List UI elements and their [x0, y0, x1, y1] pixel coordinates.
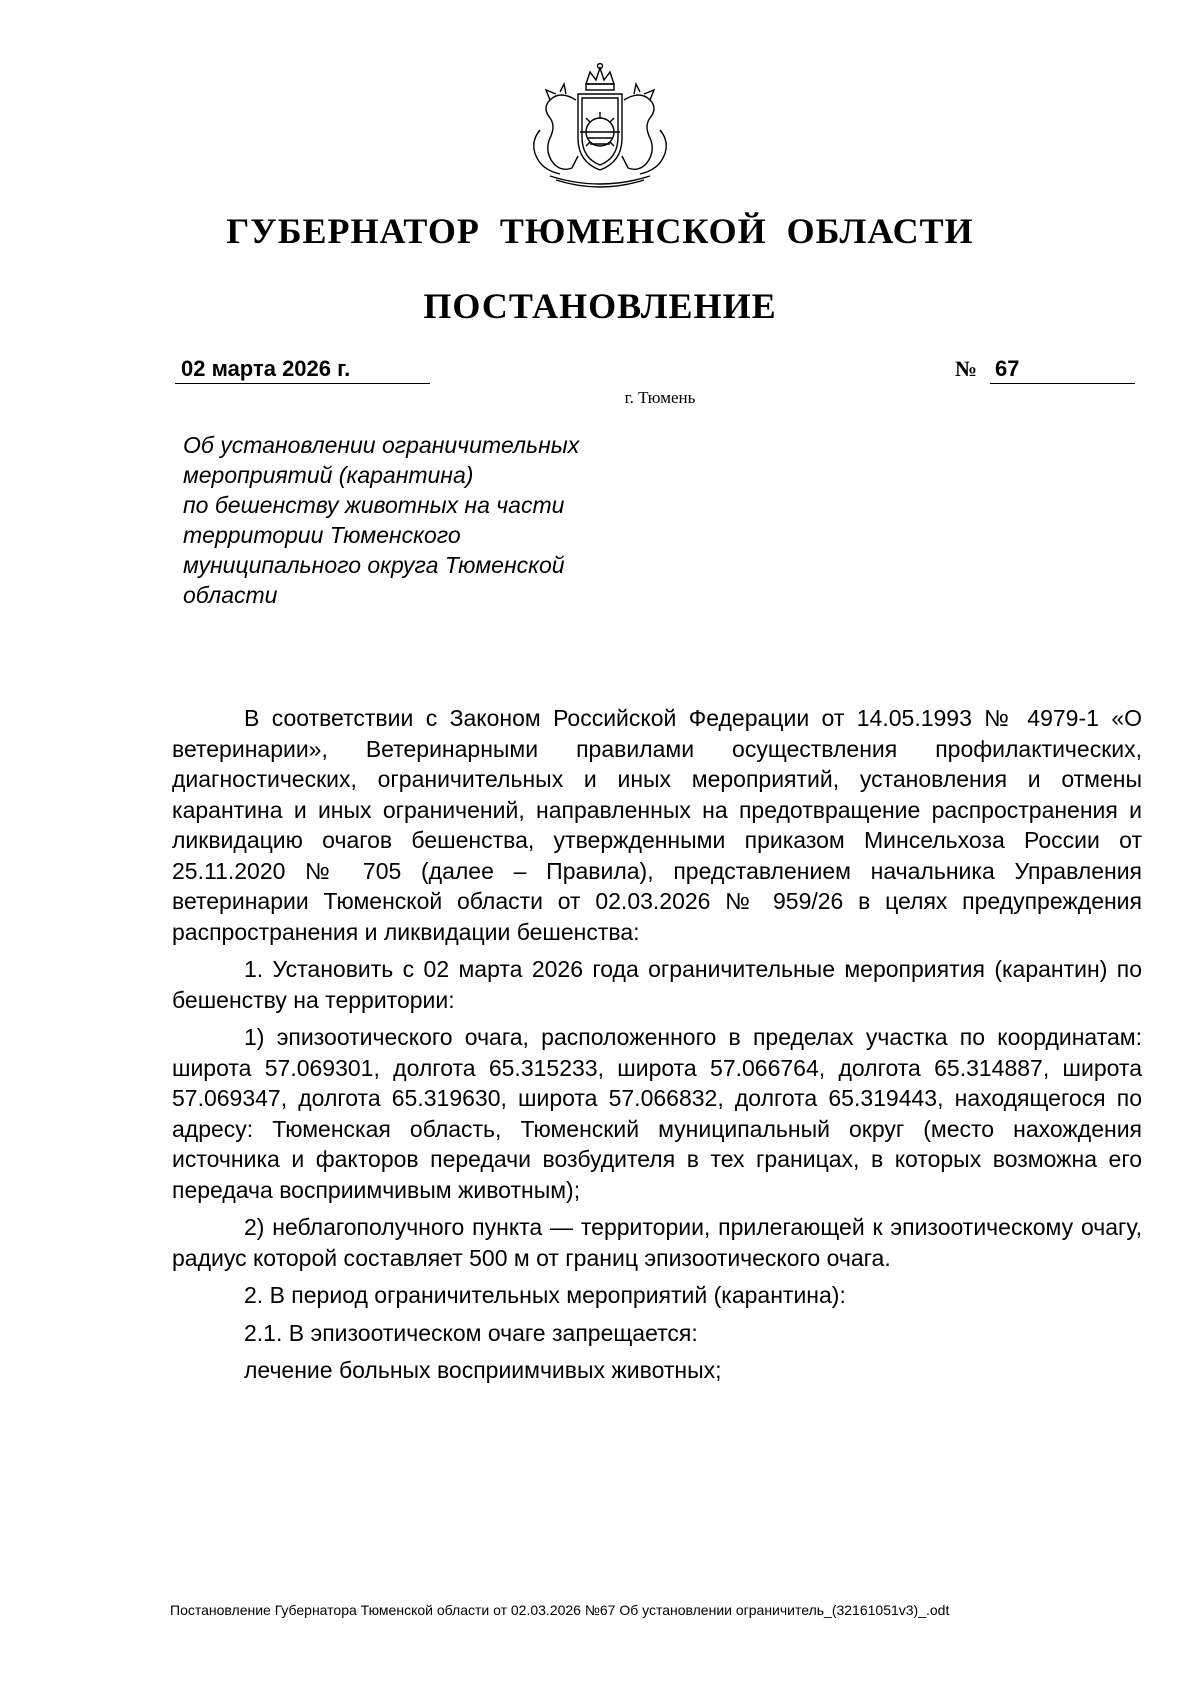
- subject-line: по бешенству животных на части: [183, 492, 565, 518]
- document-subject: [183, 430, 653, 610]
- body-paragraph-clause-1-2: 2) неблагополучного пункта — территории, прилегающей к эпизоотическому очагу, радиус которой составляет 500 м от границ эпизоотического очага.: [172, 1214, 1142, 1271]
- subject-line: мероприятий (карантина): [183, 462, 474, 488]
- body-paragraph-clause-1: 1. Установить с 02 марта 2026 года ограничительные мероприятия (карантин) по бешенству на территории:: [172, 956, 1142, 1013]
- body-paragraph-preamble: В соответствии с Законом Российской Федерации от 14.05.1993 № 4979-1 «О ветеринарии», Ветеринарными правилами осуществления профилактических, диагностических, ограничительных и иных мероприятий, установления и отмены карантина и иных ограничений, направленных на предотвращение распространения и ликвидацию очагов бешенства, утвержденными приказом Минсельхоза России от 25.11.2020 № 705 (далее – Правила), представлением начальника Управления ветеринарии Тюменской области от 02.03.2026 № 959/26 в целях предупреждения распространения и ликвидации бешенства:: [172, 705, 1142, 945]
- document-type-heading: ПОСТАНОВЛЕНИЕ: [423, 286, 777, 326]
- subject-line: области: [183, 582, 278, 608]
- document-number: 67: [990, 356, 1135, 384]
- document-city: г. Тюмень: [624, 388, 696, 407]
- subject-line: территории Тюменского: [183, 522, 461, 548]
- subject-line: Об установлении ограничительных: [183, 432, 580, 458]
- page-footer: Постановление Губернатора Тюменской области от 02.03.2026 №67 Об установлении ограничитель_(32161051v3)_.odt: [170, 1602, 950, 1618]
- body-paragraph-clause-1-1: 1) эпизоотического очага, расположенного в пределах участка по координатам: широта 57.069301, долгота 65.315233, широта 57.066764, долгота 65.314887, широта 57.069347, долгота 65.319630, широта 57.066832, долгота 65.319443, находящегося по адресу: Тюменская область, Тюменский муниципальный округ (место нахождения источника и факторов передачи возбудителя в тех границах, в которых возможна его передача восприимчивым животным);: [172, 1024, 1142, 1203]
- organization-title: ГУБЕРНАТОР ТЮМЕНСКОЙ ОБЛАСТИ: [226, 211, 974, 251]
- number-sign: №: [955, 356, 978, 381]
- document-body: [172, 703, 1142, 1386]
- subject-line: муниципального округа Тюменской: [183, 552, 565, 578]
- body-paragraph-clause-2-1: 2.1. В эпизоотическом очаге запрещается:: [244, 1319, 698, 1346]
- document-date: 02 марта 2026 г.: [175, 356, 430, 384]
- body-paragraph-item: лечение больных восприимчивых животных;: [244, 1357, 722, 1383]
- coat-of-arms-icon: [520, 60, 680, 195]
- body-paragraph-clause-2: 2. В период ограничительных мероприятий (карантина):: [244, 1282, 846, 1308]
